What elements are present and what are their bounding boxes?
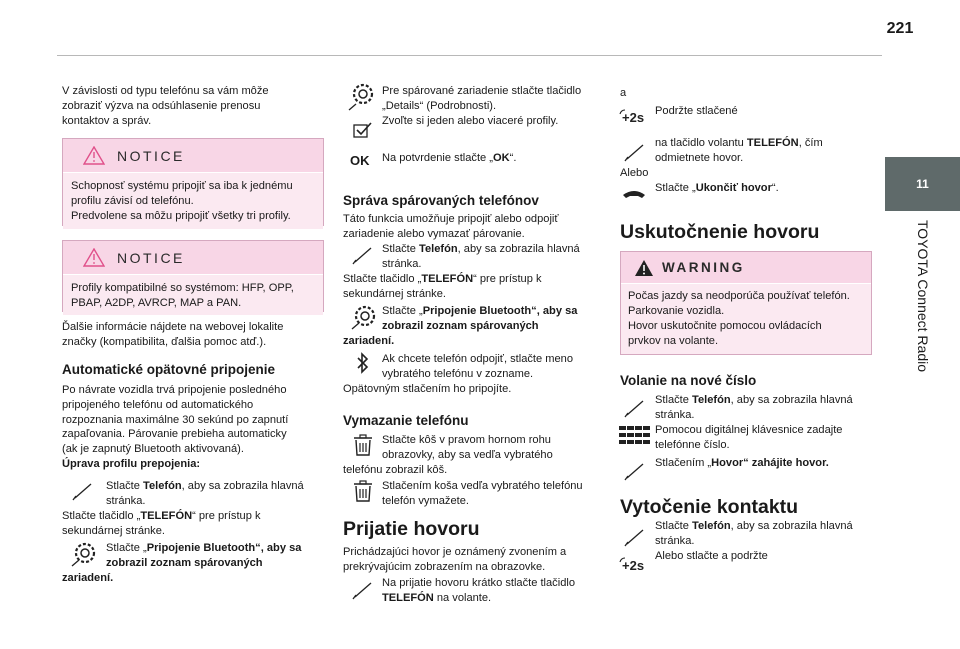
column-1 [62,84,322,128]
wheel-text: na tlačidlo volantu TELEFÓN, čím odmietnete hovor. [655,137,823,164]
svg-text:+2s: +2s [622,110,645,125]
step-1: Stlačte Telefón, aby sa zobrazila hlavná stránka. [106,480,304,507]
text-line: zapaľovania. Párovanie prebieha automaticky [62,428,287,441]
trash-icon [352,434,374,456]
notice-box-1 [62,138,324,226]
manage-heading: Správa spárovaných telefónov [343,193,539,208]
receive-heading: Prijatie hovoru [343,518,480,540]
settings-gear-icon [350,303,380,331]
auto-reconnect-text [62,383,322,472]
step-2: Stlačte tlačidlo „TELEFÓN“ pre prístup k sekundárnej stránke. [62,510,261,537]
warning-triangle-icon [634,259,654,277]
label-or: Alebo [620,167,649,179]
bluetooth-icon [356,352,370,374]
end-call-text: Stlačte „Ukončiť hovor“. [655,182,779,194]
contact-step-2: Alebo stlačte a podržte [655,550,768,562]
new-step-2: Pomocou digitálnej klávesnice zadajte telefónne číslo. [655,424,843,451]
text-line: rozpoznania maximálne 30 sekúnd po zapnutí [62,413,289,426]
touch-icon [624,461,648,481]
notice-line: profilu závisí od telefónu. [71,195,194,207]
notice-line: Profily kompatibilné so systémom: HFP, OPP, [71,282,294,294]
ok-text: Na potvrdenie stlačte „OK“. [382,152,517,164]
manage-step-3: Stlačte „Pripojenie Bluetooth“, aby sa zobrazil zoznam spárovaných [382,305,578,332]
hold-text: Podržte stlačené [655,105,738,117]
notice-title: NOTICE [117,148,185,164]
chapter-label: TOYOTA Connect Radio [915,220,931,372]
touch-icon [352,245,376,265]
manage-text: Táto funkcia umožňuje pripojiť alebo odpojiť zariadenie alebo vymazať párovanie. [343,213,559,240]
text-line: pripojeného telefónu od automatického [62,398,254,411]
notice-line: Predvolene sa môžu pripojiť všetky tri profily. [71,210,291,222]
delete-step-1: Stlačte kôš v pravom hornom rohu obrazovky, aby sa vedľa vybratého [382,434,553,461]
warning-line: Počas jazdy sa neodporúča používať telefón. [628,290,850,302]
details-text: Pre spárované zariadenie stlačte tlačidlo „Details“ (Podrobnosti). Zvoľte si jeden alebo viaceré profily. [382,85,582,127]
manage-step-3-end: zariadení. [343,335,395,347]
checkbox-icon [353,122,373,138]
new-number-heading: Volanie na nové číslo [620,373,757,388]
touch-icon [72,481,96,501]
step-3-end: zariadení. [62,572,114,584]
manage-step-2: Stlačte tlačidlo „TELEFÓN“ pre prístup k sekundárnej stránke. [343,273,542,300]
receive-text: Prichádzajúci hovor je oznámený zvonením a prekrývajúcim zobrazením na obrazovke. [343,546,567,573]
contact-heading: Vytočenie kontaktu [620,496,799,518]
header-divider [57,55,882,56]
trash-icon [352,480,374,502]
intro-line: V závislosti od typu telefónu sa vám môže [62,85,269,97]
page-number: 221 [886,20,914,37]
step-3: Stlačte „Pripojenie Bluetooth“, aby sa zobrazil zoznam spárovaných [106,542,302,569]
profile-heading: Úprava profilu prepojenia: [62,457,201,470]
warning-triangle-icon [83,248,105,267]
delete-step-1-end: telefónu zobrazil kôš. [343,464,448,476]
text-line: Po návrate vozidla trvá pripojenie posledného [62,384,287,396]
keypad-icon [619,426,651,444]
ok-icon: OK [350,153,370,168]
more-info-line: Ďalšie informácie nájdete na webovej lokalite [62,321,284,333]
auto-reconnect-heading: Automatické opätovné pripojenie [62,362,276,377]
call-heading: Uskutočnenie hovoru [620,221,820,243]
settings-gear-icon [347,82,377,112]
warning-line: Hovor uskutočnite pomocou ovládacích [628,320,822,332]
hold-2s-icon [619,108,649,126]
manage-step-4-end: Opätovným stlačením ho pripojíte. [343,383,512,395]
delete-heading: Vymazanie telefónu [343,413,469,428]
touch-icon [624,527,648,547]
warning-line: Parkovanie vozidla. [628,305,725,317]
new-step-3: Stlačením „Hovor“ zahájite hovor. [655,457,829,469]
notice-box-2 [62,240,324,312]
notice-title: NOTICE [117,250,185,266]
warning-triangle-icon [83,146,105,165]
manage-step-1: Stlačte Telefón, aby sa zobrazila hlavná stránka. [382,243,580,270]
notice-line: PBAP, A2DP, AVRCP, MAP a PAN. [71,297,242,309]
warning-line: prvkov na volante. [628,335,719,347]
more-info-line: značky (kompatibilita, ďalšia pomoc atď.). [62,335,267,348]
text-line: (ak je zapnutý Bluetooth aktivovaná). [62,443,244,456]
notice-line: Schopnosť systému pripojiť sa iba k jednému [71,180,293,192]
manage-step-4: Ak chcete telefón odpojiť, stlačte meno vybratého telefónu v zozname. [382,353,574,380]
intro-line: kontaktov a správ. [62,114,152,127]
contact-step-1: Stlačte Telefón, aby sa zobrazila hlavná stránka. [655,520,853,547]
receive-step: Na prijatie hovoru krátko stlačte tlačidlo TELEFÓN na volante. [382,577,575,604]
touch-icon [352,580,376,600]
label-a: a [620,87,627,99]
warning-box [620,251,872,355]
delete-step-2: Stlačením koša vedľa vybratého telefónu telefón vymažete. [382,480,583,507]
chapter-tab: 11 [885,157,960,211]
hold-2s-icon [619,556,649,574]
hang-up-icon [622,188,646,200]
touch-icon [624,142,648,162]
settings-gear-icon [70,540,100,568]
svg-text:+2s: +2s [622,558,645,573]
more-info [62,320,322,350]
warning-title: WARNING [662,260,745,275]
touch-icon [624,398,648,418]
intro-line: zobraziť výzva na odsúhlasenie prenosu [62,99,261,112]
new-step-1: Stlačte Telefón, aby sa zobrazila hlavná stránka. [655,394,853,421]
